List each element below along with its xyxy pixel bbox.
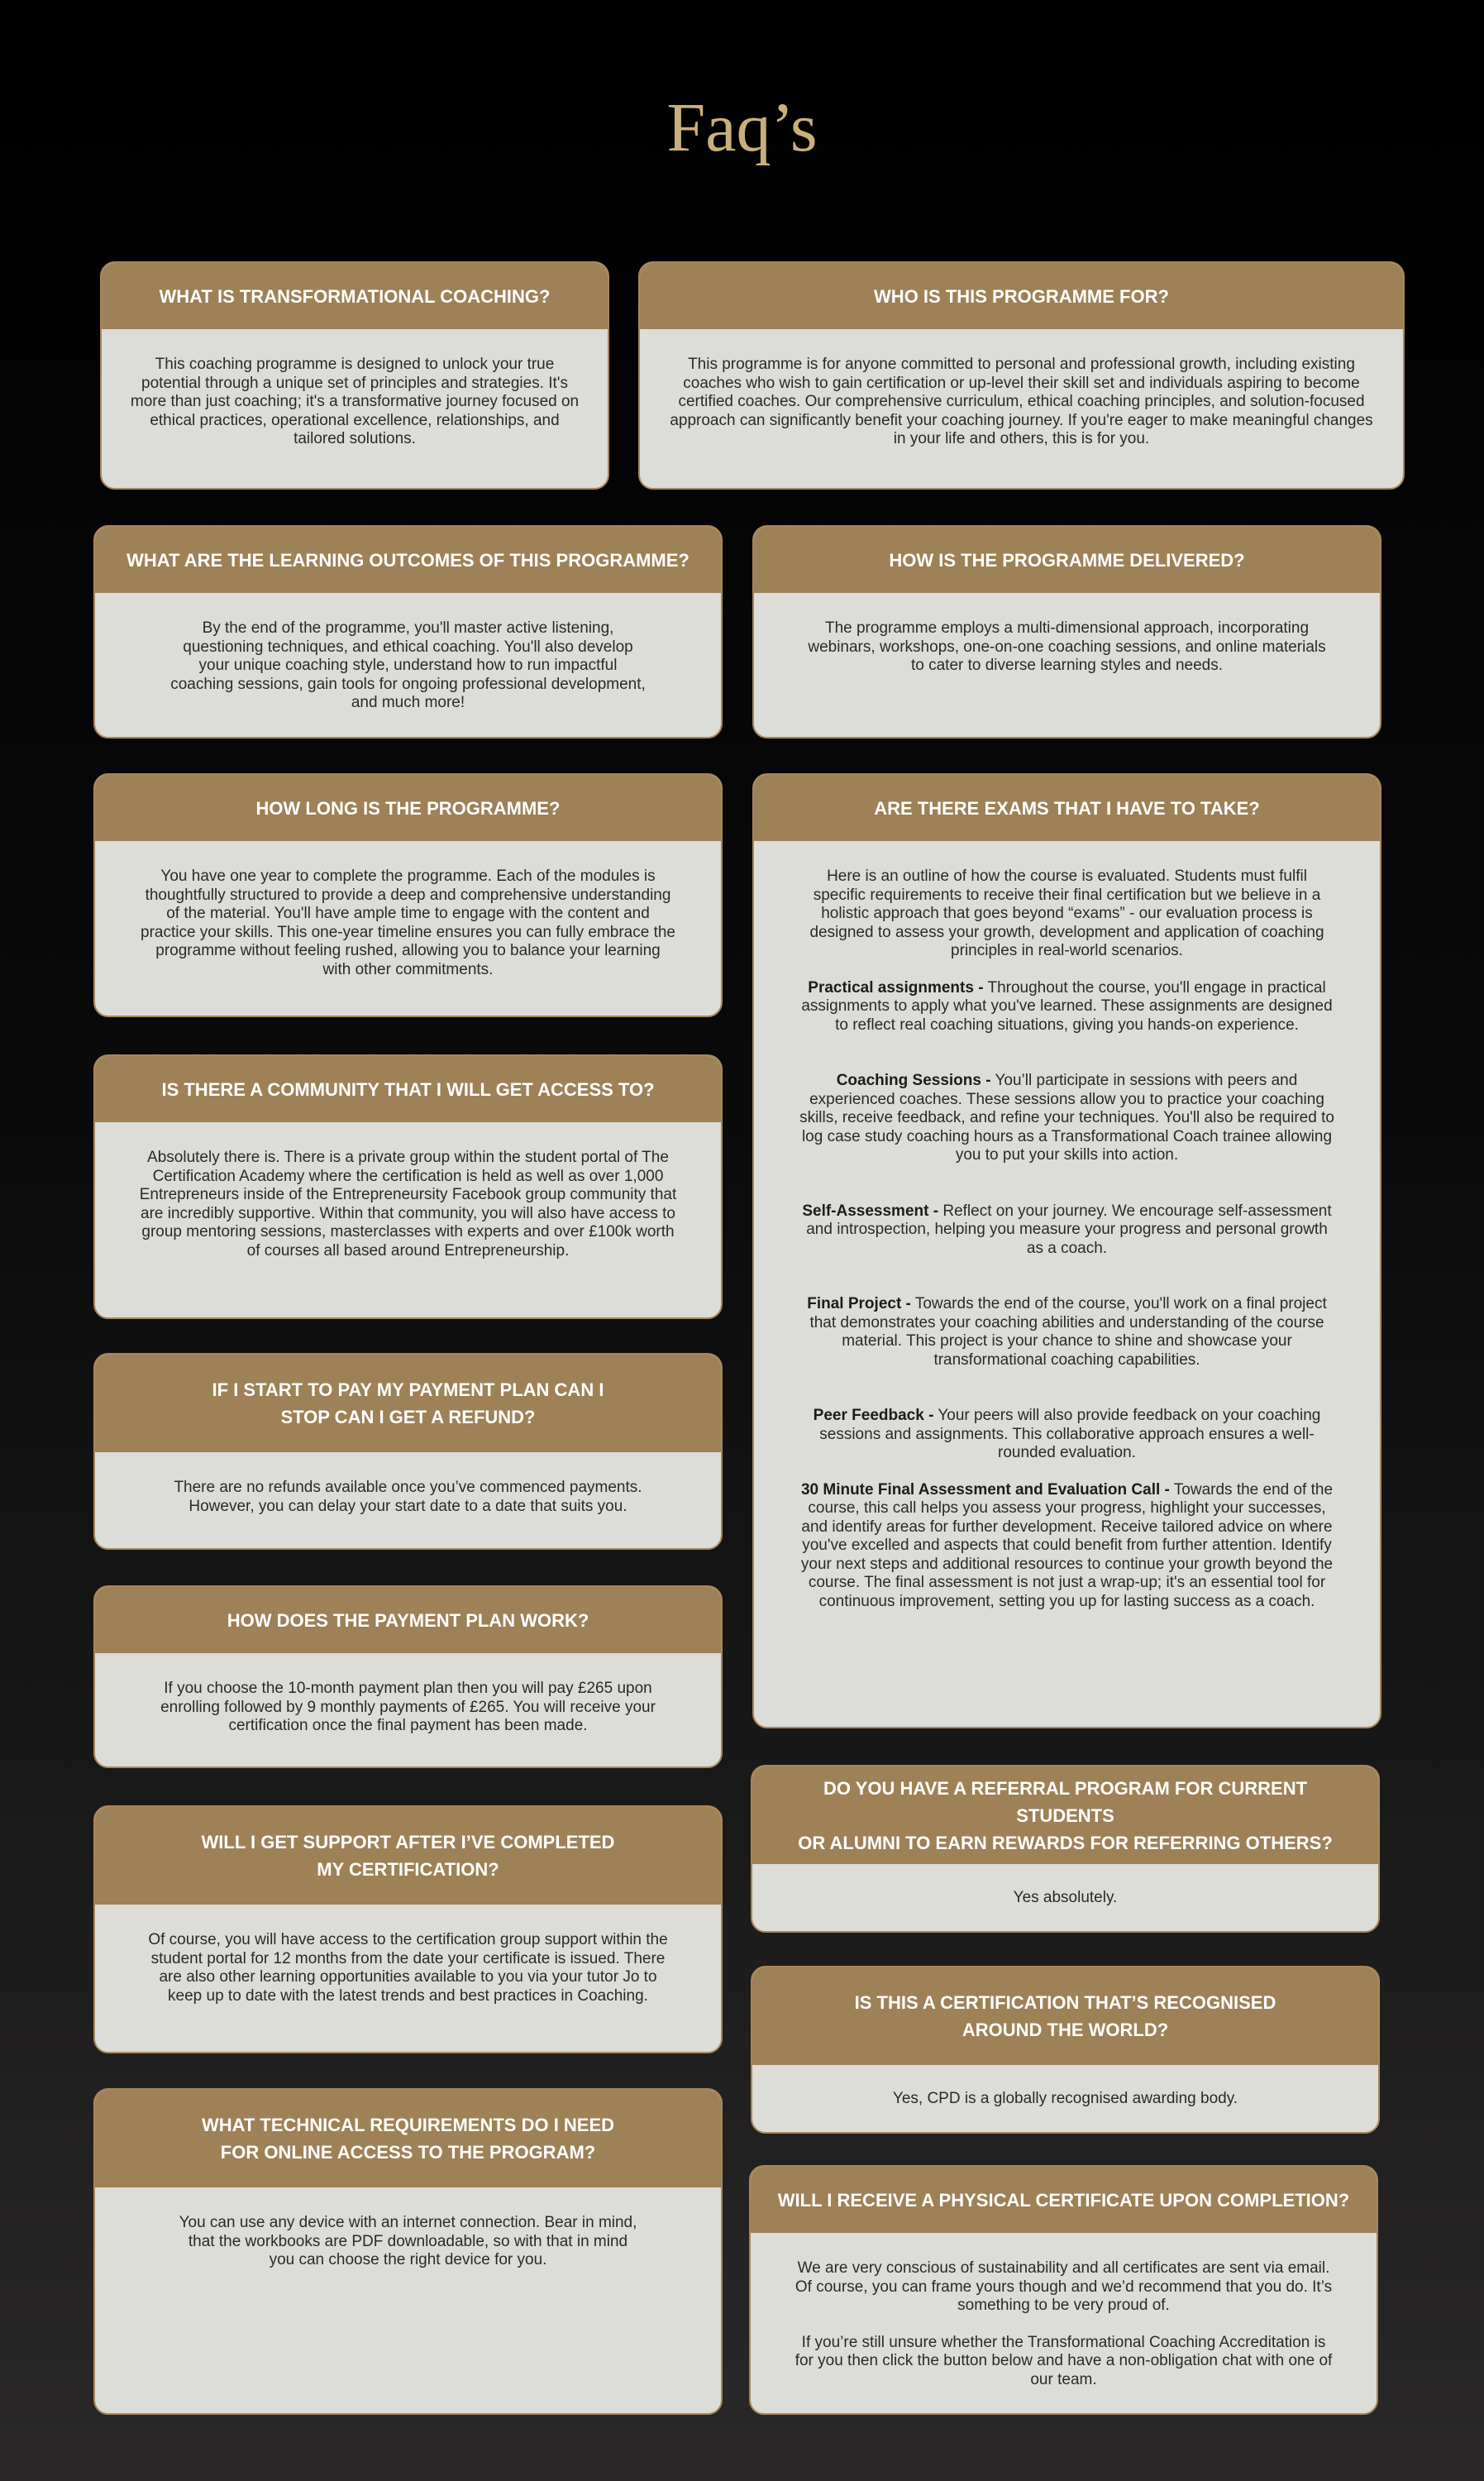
exam-item: Practical assignments - Throughout the course, you'll engage in practical assignments to apply what you've learned. These assignments are designed to reflect real coaching situations, giving you hands-on experience. xyxy=(801,978,1333,1034)
faq-question: IS THIS A CERTIFICATION THAT’S RECOGNISED AROUND THE WORLD? xyxy=(752,1967,1378,2065)
faq-question: WHAT IS TRANSFORMATIONAL COACHING? xyxy=(102,263,608,329)
faq-answer: There are no refunds available once you’ve commenced payments. However, you can delay your start date to a date that suits you. xyxy=(174,1479,642,1515)
faq-answer: Absolutely there is. There is a private group within the student portal of The Certification Academy where the certification is held as well as over 1,000 Entrepreneurs inside of the Entrepreneursity Facebook group community that are incredibly supportive. Within that community, you will also have access to group mentoring sessions, masterclasses with experts and over £100k worth of courses all based around Entrepreneurship. xyxy=(139,1149,677,1260)
faq-question: WHAT ARE THE LEARNING OUTCOMES OF THIS PROGRAMME? xyxy=(95,527,721,593)
exam-item: Coaching Sessions - You’ll participate in sessions with peers and experienced coaches. These sessions allow you to practice your coaching skills, receive feedback, and refine your techniques. You'll also be required to log case study coaching hours as a Transformational Coach trainee allowing you to put your skills into action. xyxy=(799,1072,1334,1164)
faq-answer: This coaching programme is designed to unlock your true potential through a unique set of principles and strategies. It's more than just coaching; it's a transformative journey focused on ethical practices, operational excellence, relationships, and tailored solutions. xyxy=(130,356,580,447)
faq-answer: If you choose the 10-month payment plan then you will pay £265 upon enrolling followed by 9 monthly payments of £265. You will receive your certification once the final payment has been made. xyxy=(160,1680,656,1734)
faq-answer: Yes absolutely. xyxy=(1013,1889,1118,1906)
faq-answer: Yes, CPD is a globally recognised awarding body. xyxy=(892,2090,1238,2107)
faq-card-post-certification-support xyxy=(93,1805,723,2053)
exam-intro: Here is an outline of how the course is evaluated. Students must fulfil specific requirements to receive their final certification but we believe in a holistic approach that goes beyond “exams” - our evaluation process is designed to assess your growth, development and application of coaching principles in real-world scenarios. xyxy=(809,868,1324,959)
exam-item: Self-Assessment - Reflect on your journey. We encourage self-assessment and introspection, helping you measure your progress and personal growth as a coach. xyxy=(802,1202,1332,1257)
faq-question: HOW DOES THE PAYMENT PLAN WORK? xyxy=(95,1587,721,1653)
faq-answer: By the end of the programme, you'll master active listening, questioning techniques, and ethical coaching. You'll also develop your unique coaching style, understand how to run impactful coaching sessions, gain tools for ongoing professional development, and much more! xyxy=(170,619,646,711)
faq-answer xyxy=(754,841,1380,1611)
faq-question: WILL I GET SUPPORT AFTER I’VE COMPLETED MY CERTIFICATION? xyxy=(95,1807,721,1905)
faq-card-delivery xyxy=(752,525,1381,739)
faq-answer: The programme employs a multi-dimensional approach, incorporating webinars, workshops, one-on-one coaching sessions, and online materials to cater to diverse learning styles and needs. xyxy=(808,619,1326,674)
faq-card-community xyxy=(93,1054,723,1319)
faq-card-recognition xyxy=(751,1966,1380,2134)
faq-question: WILL I RECEIVE A PHYSICAL CERTIFICATE UPON COMPLETION? xyxy=(751,2167,1377,2233)
faq-card-learning-outcomes xyxy=(93,525,723,739)
faq-card-who-is-it-for xyxy=(638,261,1405,490)
faq-answer: You can use any device with an internet connection. Bear in mind, that the workbooks are PDF downloadable, so with that in mind you can choose the right device for you. xyxy=(179,2214,637,2268)
faq-answer: Of course, you will have access to the certification group support within the student portal for 12 months from the date your certificate is issued. There are also other learning opportunities available to you via your tutor Jo to keep up to date with the latest trends and best practices in Coaching. xyxy=(148,1931,668,2005)
faq-question: HOW IS THE PROGRAMME DELIVERED? xyxy=(754,527,1380,593)
exam-item: 30 Minute Final Assessment and Evaluation Call - Towards the end of the course, this call helps you assess your progress, highlight your successes, and identify areas for further development. Receive tailored advice on where you've excelled and aspects that could benefit from further attention. Identify your next steps and additional resources to continue your growth beyond the course. The final assessment is not just a wrap-up; it's an essential tool for continuous improvement, setting you up for lasting success as a coach. xyxy=(800,1480,1334,1610)
page-title: Faq’s xyxy=(666,89,818,166)
faq-question: WHO IS THIS PROGRAMME FOR? xyxy=(640,263,1403,329)
faq-card-referral-program xyxy=(751,1765,1380,1933)
faq-question: DO YOU HAVE A REFERRAL PROGRAM FOR CURRENT STUDENTS OR ALUMNI TO EARN REWARDS FOR REFERRING OTHERS? xyxy=(752,1766,1378,1864)
faq-card-exams xyxy=(752,773,1381,1728)
exam-item: Final Project - Towards the end of the course, you'll work on a final project that demonstrates your coaching abilities and understanding of the course material. This project is your chance to shine and showcase your transformational coaching capabilities. xyxy=(807,1295,1327,1369)
faq-card-refund xyxy=(93,1353,723,1550)
faq-card-programme-length xyxy=(93,773,723,1017)
faq-question: IS THERE A COMMUNITY THAT I WILL GET ACCESS TO? xyxy=(95,1056,721,1122)
faq-card-physical-certificate xyxy=(749,2165,1378,2415)
faq-answer: You have one year to complete the programme. Each of the modules is thoughtfully structured to provide a deep and comprehensive understanding of the material. You'll have ample time to engage with the content and practice your skills. This one-year timeline ensures you can fully embrace the programme without feeling rushed, allowing you to balance your learning with other commitments. xyxy=(141,868,675,978)
faq-question: HOW LONG IS THE PROGRAMME? xyxy=(95,775,721,841)
faq-card-transformational-coaching xyxy=(100,261,609,490)
faq-answer: We are very conscious of sustainability and all certificates are sent via email. Of course, you can frame yours though and we’d recommend that you do. It’s something to be very proud of. If you’re still unsure whether the Transformational Coaching Accreditation is for you then click the button below and have a non-obligation chat with one of our team. xyxy=(794,2259,1333,2388)
faq-card-payment-plan xyxy=(93,1585,723,1768)
faq-question: ARE THERE EXAMS THAT I HAVE TO TAKE? xyxy=(754,775,1380,841)
faq-answer: This programme is for anyone committed to personal and professional growth, including existing coaches who wish to gain certification or up-level their skill set and individuals aspiring to become certified coaches. Our comprehensive curriculum, ethical coaching principles, and solution-focused approach can significantly benefit your coaching journey. If you're eager to make meaningful changes in your life and others, this is for you. xyxy=(670,356,1373,447)
faq-question: IF I START TO PAY MY PAYMENT PLAN CAN I STOP CAN I GET A REFUND? xyxy=(95,1355,721,1452)
faq-question: WHAT TECHNICAL REQUIREMENTS DO I NEED FOR ONLINE ACCESS TO THE PROGRAM? xyxy=(95,2090,721,2187)
exam-item: Peer Feedback - Your peers will also provide feedback on your coaching sessions and assignments. This collaborative approach ensures a well-rounded evaluation. xyxy=(813,1407,1321,1461)
faq-card-technical-requirements xyxy=(93,2088,723,2415)
